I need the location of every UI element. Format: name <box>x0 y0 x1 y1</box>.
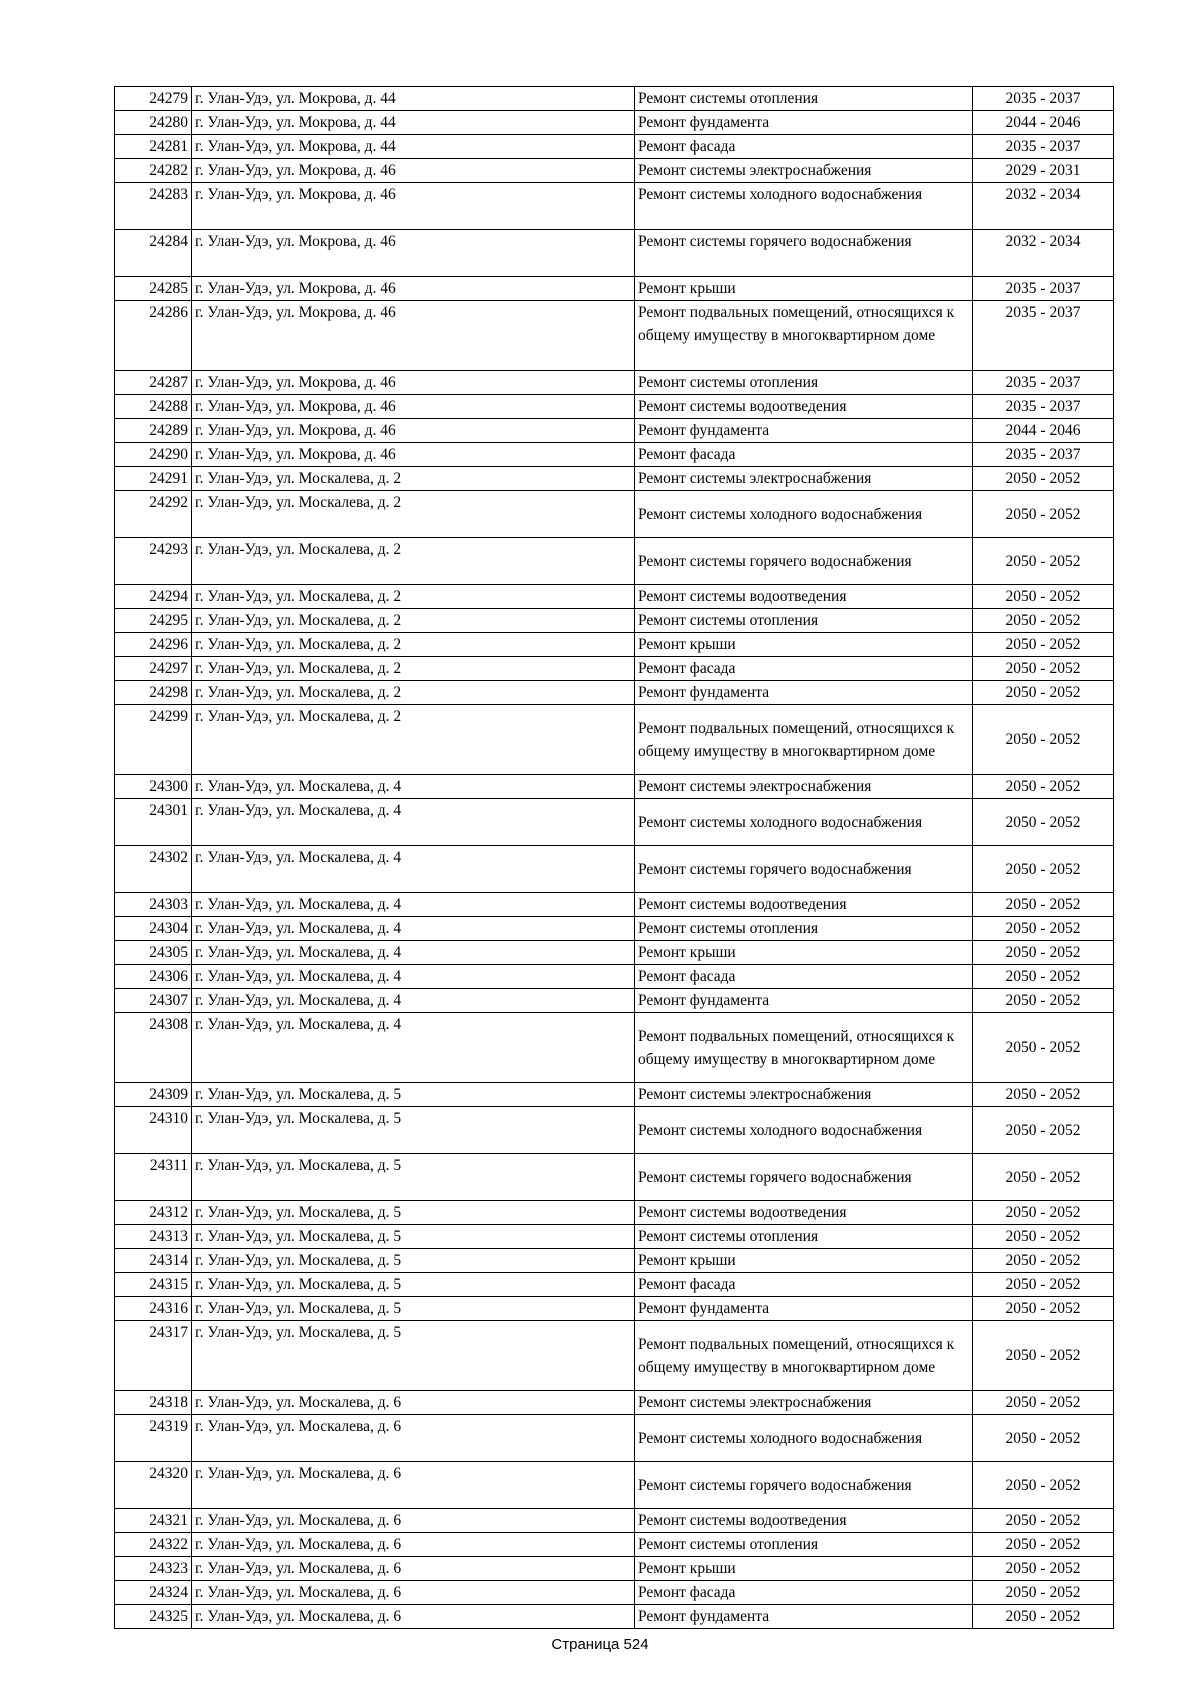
row-address: г. Улан-Удэ, ул. Москалева, д. 5 <box>192 1083 635 1107</box>
row-work-type: Ремонт крыши <box>635 1557 973 1581</box>
row-period: 2050 - 2052 <box>973 846 1114 893</box>
table-row <box>115 1321 1114 1391</box>
row-period: 2050 - 2052 <box>973 1273 1114 1297</box>
row-period: 2035 - 2037 <box>973 443 1114 467</box>
table-row <box>115 585 1114 609</box>
row-number: 24283 <box>115 183 192 230</box>
row-address: г. Улан-Удэ, ул. Москалева, д. 6 <box>192 1391 635 1415</box>
row-number: 24298 <box>115 681 192 705</box>
row-work-type: Ремонт системы холодного водоснабжения <box>635 1415 973 1462</box>
table-row <box>115 135 1114 159</box>
row-work-type: Ремонт системы холодного водоснабжения <box>635 183 973 230</box>
row-number: 24296 <box>115 633 192 657</box>
row-number: 24316 <box>115 1297 192 1321</box>
table-row <box>115 681 1114 705</box>
row-address: г. Улан-Удэ, ул. Москалева, д. 4 <box>192 893 635 917</box>
row-address: г. Улан-Удэ, ул. Мокрова, д. 46 <box>192 301 635 371</box>
row-work-type: Ремонт системы отопления <box>635 1225 973 1249</box>
row-number: 24279 <box>115 87 192 111</box>
row-address: г. Улан-Удэ, ул. Мокрова, д. 44 <box>192 111 635 135</box>
row-address: г. Улан-Удэ, ул. Москалева, д. 2 <box>192 467 635 491</box>
row-period: 2050 - 2052 <box>973 1509 1114 1533</box>
row-period: 2044 - 2046 <box>973 419 1114 443</box>
row-work-type: Ремонт системы водоотведения <box>635 893 973 917</box>
table-row <box>115 799 1114 846</box>
row-work-type: Ремонт системы электроснабжения <box>635 159 973 183</box>
row-address: г. Улан-Удэ, ул. Мокрова, д. 46 <box>192 183 635 230</box>
row-number: 24309 <box>115 1083 192 1107</box>
row-number: 24291 <box>115 467 192 491</box>
row-address: г. Улан-Удэ, ул. Москалева, д. 6 <box>192 1462 635 1509</box>
row-period: 2050 - 2052 <box>973 1154 1114 1201</box>
row-address: г. Улан-Удэ, ул. Москалева, д. 4 <box>192 965 635 989</box>
row-address: г. Улан-Удэ, ул. Москалева, д. 4 <box>192 775 635 799</box>
row-number: 24311 <box>115 1154 192 1201</box>
row-number: 24325 <box>115 1605 192 1629</box>
row-number: 24288 <box>115 395 192 419</box>
row-number: 24293 <box>115 538 192 585</box>
row-work-type: Ремонт системы отопления <box>635 917 973 941</box>
table-row <box>115 1509 1114 1533</box>
row-address: г. Улан-Удэ, ул. Мокрова, д. 46 <box>192 230 635 277</box>
row-period: 2035 - 2037 <box>973 395 1114 419</box>
row-period: 2050 - 2052 <box>973 1391 1114 1415</box>
row-number: 24302 <box>115 846 192 893</box>
row-work-type: Ремонт фасада <box>635 135 973 159</box>
row-period: 2035 - 2037 <box>973 87 1114 111</box>
row-number: 24317 <box>115 1321 192 1391</box>
row-period: 2050 - 2052 <box>973 917 1114 941</box>
row-period: 2050 - 2052 <box>973 633 1114 657</box>
row-work-type: Ремонт фасада <box>635 1581 973 1605</box>
row-period: 2050 - 2052 <box>973 1581 1114 1605</box>
row-number: 24322 <box>115 1533 192 1557</box>
row-number: 24314 <box>115 1249 192 1273</box>
row-period: 2050 - 2052 <box>973 1462 1114 1509</box>
row-address: г. Улан-Удэ, ул. Мокрова, д. 44 <box>192 87 635 111</box>
row-period: 2050 - 2052 <box>973 893 1114 917</box>
row-address: г. Улан-Удэ, ул. Москалева, д. 2 <box>192 538 635 585</box>
row-address: г. Улан-Удэ, ул. Москалева, д. 2 <box>192 681 635 705</box>
row-work-type: Ремонт фасада <box>635 965 973 989</box>
row-address: г. Улан-Удэ, ул. Мокрова, д. 46 <box>192 419 635 443</box>
row-period: 2050 - 2052 <box>973 989 1114 1013</box>
row-number: 24287 <box>115 371 192 395</box>
row-number: 24281 <box>115 135 192 159</box>
row-period: 2050 - 2052 <box>973 467 1114 491</box>
table-row <box>115 1013 1114 1083</box>
row-work-type: Ремонт крыши <box>635 1249 973 1273</box>
table-row <box>115 1581 1114 1605</box>
row-number: 24300 <box>115 775 192 799</box>
table-row <box>115 893 1114 917</box>
row-number: 24301 <box>115 799 192 846</box>
row-number: 24315 <box>115 1273 192 1297</box>
row-period: 2050 - 2052 <box>973 1415 1114 1462</box>
row-address: г. Улан-Удэ, ул. Мокрова, д. 46 <box>192 395 635 419</box>
table-row <box>115 1107 1114 1154</box>
table-row <box>115 419 1114 443</box>
row-period: 2050 - 2052 <box>973 1083 1114 1107</box>
row-work-type: Ремонт системы отопления <box>635 87 973 111</box>
table-row <box>115 1083 1114 1107</box>
row-address: г. Улан-Удэ, ул. Мокрова, д. 46 <box>192 159 635 183</box>
row-address: г. Улан-Удэ, ул. Москалева, д. 5 <box>192 1201 635 1225</box>
row-number: 24312 <box>115 1201 192 1225</box>
row-address: г. Улан-Удэ, ул. Москалева, д. 6 <box>192 1415 635 1462</box>
row-number: 24280 <box>115 111 192 135</box>
row-number: 24286 <box>115 301 192 371</box>
row-work-type: Ремонт крыши <box>635 941 973 965</box>
row-work-type: Ремонт фундамента <box>635 111 973 135</box>
row-number: 24305 <box>115 941 192 965</box>
row-number: 24282 <box>115 159 192 183</box>
row-period: 2050 - 2052 <box>973 775 1114 799</box>
repair-schedule-table <box>114 86 1114 1629</box>
row-work-type: Ремонт фундамента <box>635 989 973 1013</box>
row-period: 2050 - 2052 <box>973 657 1114 681</box>
row-number: 24297 <box>115 657 192 681</box>
row-work-type: Ремонт системы водоотведения <box>635 585 973 609</box>
row-work-type: Ремонт фундамента <box>635 1297 973 1321</box>
row-period: 2050 - 2052 <box>973 1297 1114 1321</box>
table-row <box>115 1462 1114 1509</box>
row-period: 2032 - 2034 <box>973 230 1114 277</box>
row-number: 24290 <box>115 443 192 467</box>
row-number: 24294 <box>115 585 192 609</box>
row-work-type: Ремонт системы горячего водоснабжения <box>635 1462 973 1509</box>
row-address: г. Улан-Удэ, ул. Москалева, д. 4 <box>192 1013 635 1083</box>
row-address: г. Улан-Удэ, ул. Москалева, д. 6 <box>192 1557 635 1581</box>
row-work-type: Ремонт крыши <box>635 633 973 657</box>
row-number: 24320 <box>115 1462 192 1509</box>
table-row <box>115 846 1114 893</box>
table-row <box>115 1273 1114 1297</box>
row-period: 2050 - 2052 <box>973 1225 1114 1249</box>
row-work-type: Ремонт подвальных помещений, относящихся к общему имуществу в многоквартирном доме <box>635 301 973 371</box>
row-work-type: Ремонт фасада <box>635 443 973 467</box>
row-address: г. Улан-Удэ, ул. Москалева, д. 5 <box>192 1321 635 1391</box>
row-work-type: Ремонт фасада <box>635 1273 973 1297</box>
row-address: г. Улан-Удэ, ул. Москалева, д. 5 <box>192 1297 635 1321</box>
row-work-type: Ремонт системы отопления <box>635 371 973 395</box>
row-number: 24313 <box>115 1225 192 1249</box>
row-work-type: Ремонт системы водоотведения <box>635 1201 973 1225</box>
table-row <box>115 87 1114 111</box>
row-work-type: Ремонт крыши <box>635 277 973 301</box>
row-period: 2050 - 2052 <box>973 585 1114 609</box>
table-row <box>115 633 1114 657</box>
table-row <box>115 1225 1114 1249</box>
row-work-type: Ремонт фундамента <box>635 1605 973 1629</box>
table-row <box>115 443 1114 467</box>
row-address: г. Улан-Удэ, ул. Москалева, д. 6 <box>192 1509 635 1533</box>
table-row <box>115 657 1114 681</box>
row-work-type: Ремонт системы отопления <box>635 609 973 633</box>
row-work-type: Ремонт системы холодного водоснабжения <box>635 491 973 538</box>
row-number: 24308 <box>115 1013 192 1083</box>
row-period: 2050 - 2052 <box>973 1249 1114 1273</box>
row-period: 2050 - 2052 <box>973 1201 1114 1225</box>
row-work-type: Ремонт системы электроснабжения <box>635 1083 973 1107</box>
row-address: г. Улан-Удэ, ул. Мокрова, д. 46 <box>192 371 635 395</box>
row-number: 24289 <box>115 419 192 443</box>
table-row <box>115 230 1114 277</box>
row-work-type: Ремонт системы отопления <box>635 1533 973 1557</box>
row-number: 24319 <box>115 1415 192 1462</box>
table-row <box>115 1415 1114 1462</box>
row-number: 24310 <box>115 1107 192 1154</box>
table-row <box>115 1154 1114 1201</box>
page-number: Страница 524 <box>551 1636 649 1653</box>
table-row <box>115 1297 1114 1321</box>
row-work-type: Ремонт фундамента <box>635 419 973 443</box>
row-work-type: Ремонт системы холодного водоснабжения <box>635 1107 973 1154</box>
row-work-type: Ремонт системы холодного водоснабжения <box>635 799 973 846</box>
row-address: г. Улан-Удэ, ул. Москалева, д. 6 <box>192 1605 635 1629</box>
table-row <box>115 965 1114 989</box>
table-row <box>115 395 1114 419</box>
row-address: г. Улан-Удэ, ул. Москалева, д. 2 <box>192 609 635 633</box>
row-address: г. Улан-Удэ, ул. Мокрова, д. 44 <box>192 135 635 159</box>
row-work-type: Ремонт подвальных помещений, относящихся к общему имуществу в многоквартирном доме <box>635 1013 973 1083</box>
row-work-type: Ремонт фундамента <box>635 681 973 705</box>
row-address: г. Улан-Удэ, ул. Москалева, д. 5 <box>192 1249 635 1273</box>
row-work-type: Ремонт системы водоотведения <box>635 1509 973 1533</box>
row-work-type: Ремонт системы водоотведения <box>635 395 973 419</box>
row-work-type: Ремонт системы горячего водоснабжения <box>635 538 973 585</box>
row-period: 2050 - 2052 <box>973 1107 1114 1154</box>
row-work-type: Ремонт системы электроснабжения <box>635 1391 973 1415</box>
row-number: 24284 <box>115 230 192 277</box>
row-number: 24285 <box>115 277 192 301</box>
row-number: 24307 <box>115 989 192 1013</box>
row-address: г. Улан-Удэ, ул. Москалева, д. 2 <box>192 491 635 538</box>
row-period: 2050 - 2052 <box>973 1321 1114 1391</box>
table-row <box>115 1249 1114 1273</box>
row-number: 24306 <box>115 965 192 989</box>
row-address: г. Улан-Удэ, ул. Мокрова, д. 46 <box>192 277 635 301</box>
table-row <box>115 775 1114 799</box>
row-period: 2035 - 2037 <box>973 277 1114 301</box>
row-number: 24324 <box>115 1581 192 1605</box>
row-work-type: Ремонт фасада <box>635 657 973 681</box>
row-period: 2032 - 2034 <box>973 183 1114 230</box>
row-number: 24323 <box>115 1557 192 1581</box>
row-address: г. Улан-Удэ, ул. Москалева, д. 5 <box>192 1273 635 1297</box>
row-period: 2035 - 2037 <box>973 135 1114 159</box>
row-address: г. Улан-Удэ, ул. Москалева, д. 2 <box>192 705 635 775</box>
table-row <box>115 1391 1114 1415</box>
row-number: 24299 <box>115 705 192 775</box>
row-work-type: Ремонт системы электроснабжения <box>635 775 973 799</box>
row-period: 2035 - 2037 <box>973 371 1114 395</box>
row-number: 24292 <box>115 491 192 538</box>
row-work-type: Ремонт подвальных помещений, относящихся к общему имуществу в многоквартирном доме <box>635 1321 973 1391</box>
row-address: г. Улан-Удэ, ул. Москалева, д. 4 <box>192 799 635 846</box>
table-row <box>115 1605 1114 1629</box>
table-row <box>115 277 1114 301</box>
table-row <box>115 301 1114 371</box>
row-number: 24318 <box>115 1391 192 1415</box>
row-address: г. Улан-Удэ, ул. Москалева, д. 2 <box>192 585 635 609</box>
table-row <box>115 609 1114 633</box>
row-number: 24295 <box>115 609 192 633</box>
row-period: 2044 - 2046 <box>973 111 1114 135</box>
row-work-type: Ремонт системы электроснабжения <box>635 467 973 491</box>
row-number: 24321 <box>115 1509 192 1533</box>
row-work-type: Ремонт системы горячего водоснабжения <box>635 230 973 277</box>
row-period: 2050 - 2052 <box>973 538 1114 585</box>
row-period: 2050 - 2052 <box>973 491 1114 538</box>
row-address: г. Улан-Удэ, ул. Москалева, д. 5 <box>192 1154 635 1201</box>
table-row <box>115 538 1114 585</box>
row-period: 2050 - 2052 <box>973 1605 1114 1629</box>
row-period: 2050 - 2052 <box>973 681 1114 705</box>
table-row <box>115 371 1114 395</box>
row-period: 2050 - 2052 <box>973 705 1114 775</box>
row-address: г. Улан-Удэ, ул. Москалева, д. 6 <box>192 1581 635 1605</box>
table-row <box>115 111 1114 135</box>
row-address: г. Улан-Удэ, ул. Москалева, д. 4 <box>192 941 635 965</box>
row-address: г. Улан-Удэ, ул. Мокрова, д. 46 <box>192 443 635 467</box>
row-work-type: Ремонт системы горячего водоснабжения <box>635 846 973 893</box>
row-period: 2050 - 2052 <box>973 1533 1114 1557</box>
row-period: 2050 - 2052 <box>973 1013 1114 1083</box>
row-period: 2050 - 2052 <box>973 965 1114 989</box>
row-address: г. Улан-Удэ, ул. Москалева, д. 5 <box>192 1225 635 1249</box>
row-work-type: Ремонт системы горячего водоснабжения <box>635 1154 973 1201</box>
row-address: г. Улан-Удэ, ул. Москалева, д. 4 <box>192 846 635 893</box>
row-number: 24304 <box>115 917 192 941</box>
table-row <box>115 989 1114 1013</box>
row-address: г. Улан-Удэ, ул. Москалева, д. 4 <box>192 917 635 941</box>
table-row <box>115 705 1114 775</box>
table-body <box>115 87 1114 1629</box>
table-row <box>115 941 1114 965</box>
row-work-type: Ремонт подвальных помещений, относящихся к общему имуществу в многоквартирном доме <box>635 705 973 775</box>
table-row <box>115 1201 1114 1225</box>
table-row <box>115 1533 1114 1557</box>
row-number: 24303 <box>115 893 192 917</box>
row-address: г. Улан-Удэ, ул. Москалева, д. 4 <box>192 989 635 1013</box>
table-row <box>115 917 1114 941</box>
row-period: 2050 - 2052 <box>973 799 1114 846</box>
row-period: 2035 - 2037 <box>973 301 1114 371</box>
row-address: г. Улан-Удэ, ул. Москалева, д. 5 <box>192 1107 635 1154</box>
row-address: г. Улан-Удэ, ул. Москалева, д. 2 <box>192 657 635 681</box>
row-period: 2050 - 2052 <box>973 1557 1114 1581</box>
table-row <box>115 159 1114 183</box>
row-period: 2029 - 2031 <box>973 159 1114 183</box>
table-row <box>115 1557 1114 1581</box>
table-row <box>115 491 1114 538</box>
row-period: 2050 - 2052 <box>973 609 1114 633</box>
row-period: 2050 - 2052 <box>973 941 1114 965</box>
row-address: г. Улан-Удэ, ул. Москалева, д. 6 <box>192 1533 635 1557</box>
row-address: г. Улан-Удэ, ул. Москалева, д. 2 <box>192 633 635 657</box>
table-row <box>115 467 1114 491</box>
table-row <box>115 183 1114 230</box>
